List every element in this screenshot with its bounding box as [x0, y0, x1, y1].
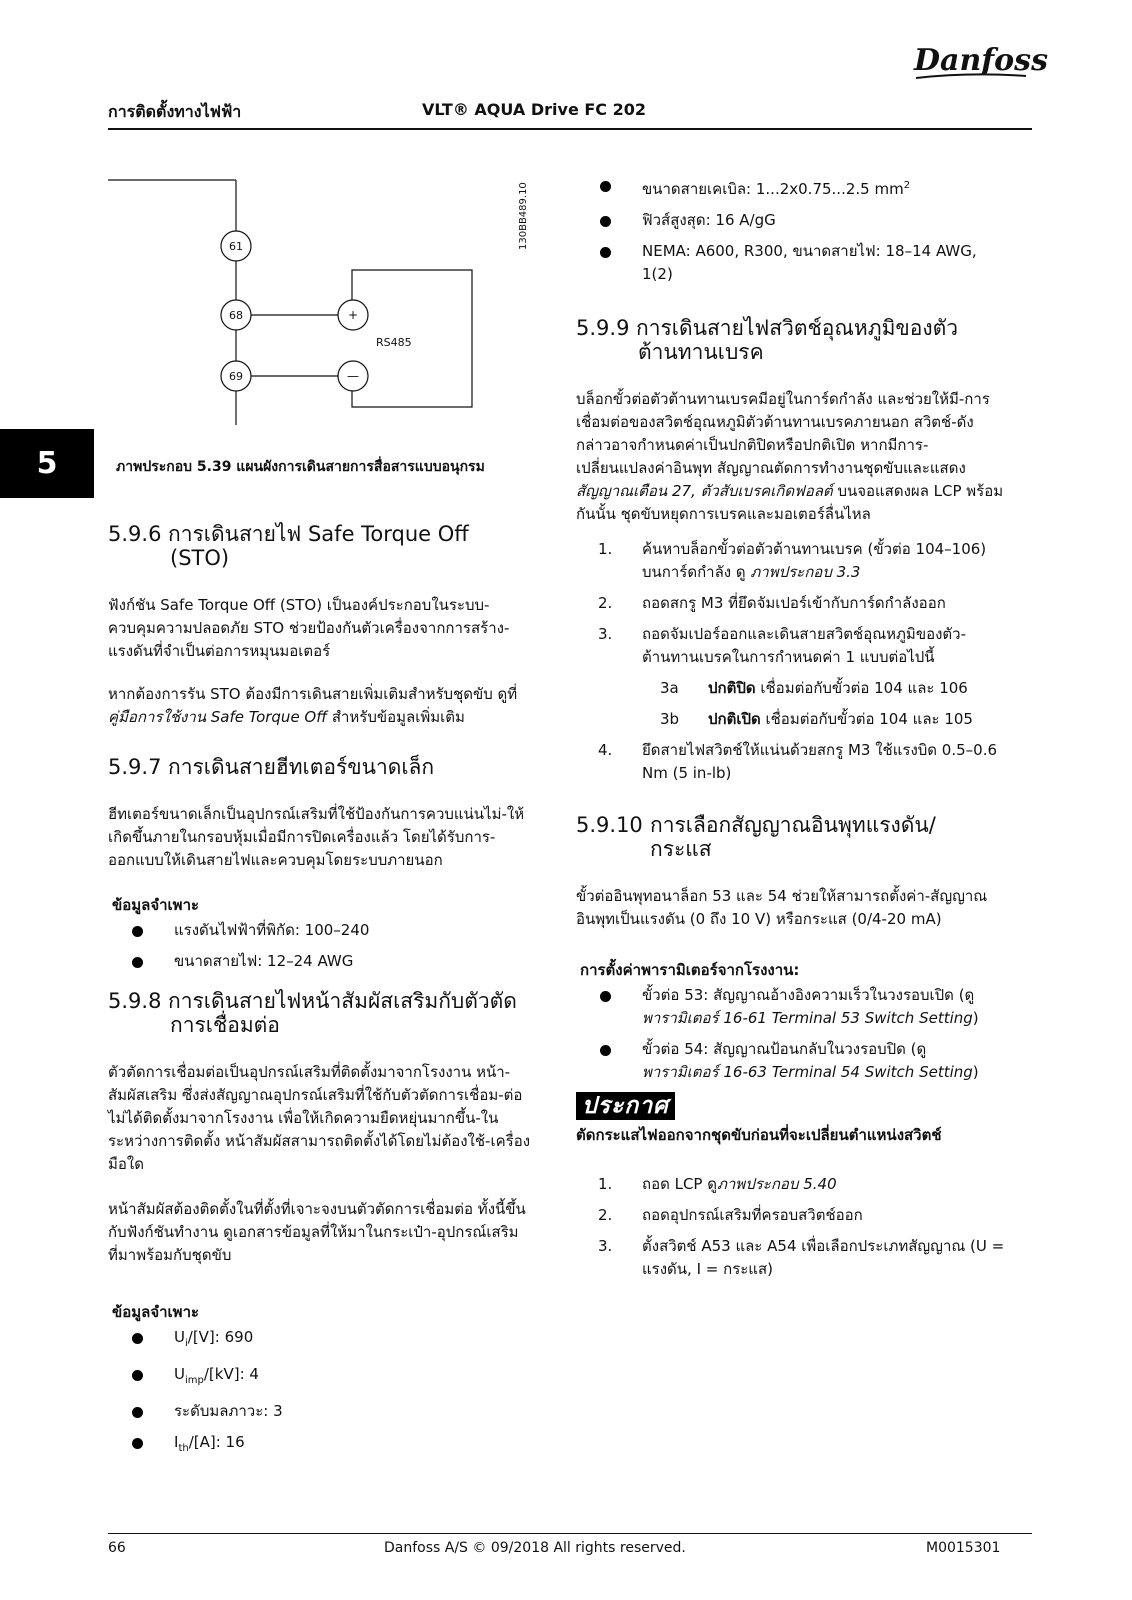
chapter-tab: 5 — [0, 429, 94, 498]
list-item: ขนาดสายเคเบิล: 1...2x0.75...2.5 $mm^2$ — [576, 174, 1006, 201]
list-item: 3. ถอดจัมเปอร์ออกและเดินสายสวิตช์อุณหภูมิของตัว-ต้านทานเบรคในการกำหนดค่า 1 แบบต่อไปนี้ — [598, 625, 966, 666]
list-item: ขั้วต่อ 54: สัญญาณป้อนกลับในวงรอบปิด (ดู พารามิเตอร์ 16-63 Terminal 54 Switch Setting) — [576, 1038, 1006, 1084]
list-item: $I_{th}/[A]$: 16 — [108, 1431, 532, 1460]
section-5-9-9-heading: 5.9.9 การเดินสายไฟสวิตช์อุณหภูมิของตัว ต้านทานเบรค — [576, 316, 959, 364]
figure-code: 130BB489.10 — [518, 182, 529, 250]
footer-divider — [108, 1533, 1032, 1534]
rs485-wiring-diagram — [100, 170, 540, 430]
paragraph: ตัวตัดการเชื่อมต่อเป็นอุปกรณ์เสริมที่ติดตั้งมาจากโรงงาน หน้า-สัมผัสเสริม ซึ่งส่งสัญญาณอุปกรณ์เสริมที่ใช้กับตัวตัดการเชื่อม-ต่อ ไม่ได้ติดตั้งมาจากโรงงาน เพื่อให้เกิดความยืดหยุ่นมากขึ้น-ในระหว่างการติดตั้ง หน้าสัมผัสสามารถติดตั้งได้โดยไม่ต้องใช้-เครื่องมือใด — [108, 1063, 531, 1173]
list-item: ขนาดสายไฟ: 12–24 AWG — [108, 950, 532, 973]
list-item: ระดับมลภาวะ: 3 — [108, 1400, 532, 1423]
rs485-label: RS485 — [376, 336, 412, 349]
paragraph: ฮีทเตอร์ขนาดเล็กเป็นอุปกรณ์เสริมที่ใช้ป้องกันการควบแน่นไม่-ให้เกิดขึ้นภายในกรอบหุ้มเมื่อมีการปิดเครื่องแล้ว โดยได้รับการ-ออกแบบให้เดินสายไฟและควบคุมโดยระบบภายนอก — [108, 805, 525, 869]
right-column — [576, 174, 1006, 1289]
list-item: ฟิวส์สูงสุด: 16 A/gG — [576, 209, 1006, 232]
terminal-69-label: 69 — [229, 370, 243, 383]
section-5-9-6-heading: 5.9.6 การเดินสายไฟ Safe Torque Off (STO) — [108, 522, 469, 570]
header-divider — [108, 128, 1032, 130]
spec-heading: ข้อมูลจำเพาะ — [112, 1303, 200, 1321]
list-item: 4. ยึดสายไฟสวิตช์ให้แน่นด้วยสกรู M3 ใช้แรงบิด 0.5–0.6 Nm (5 in-lb) — [598, 741, 998, 782]
list-item: แรงดันไฟฟ้าที่พิกัด: 100–240 — [108, 919, 532, 942]
terminal-68-label: 68 — [229, 309, 243, 322]
list-item: 1. ค้นหาบล็อกขั้วต่อตัวต้านทานเบรค (ขั้วต่อ 104–106) บนการ์ดกำลัง ดู ภาพประกอบ 3.3 — [598, 540, 987, 581]
list-item: $U_i/[V]$: 690 — [108, 1326, 532, 1355]
plus-label: + — [347, 308, 359, 322]
terminal-61-label: 61 — [229, 240, 243, 253]
page-number: 66 — [108, 1540, 126, 1556]
list-item: 3. ตั้งสวิตช์ A53 และ A54 เพื่อเลือกประเภทสัญญาณ (U = แรงดัน, I = กระแส) — [598, 1237, 1005, 1278]
document-code: M0015301 — [926, 1540, 1001, 1556]
notice-text: ตัดกระแสไฟออกจากชุดขับก่อนที่จะเปลี่ยนตำแหน่งสวิตช์ — [576, 1126, 942, 1144]
section-5-9-8-heading: 5.9.8 การเดินสายไฟหน้าสัมผัสเสริมกับตัวตัด การเชื่อมต่อ — [108, 989, 517, 1037]
header-product-title: VLT® AQUA Drive FC 202 — [422, 100, 646, 119]
danfoss-logo — [910, 38, 1048, 86]
paragraph: ขั้วต่ออินพุทอนาล็อก 53 และ 54 ช่วยให้สามารถตั้งค่า-สัญญาณอินพุทเป็นแรงดัน (0 ถึง 10 V) หรือกระแส (0/4-20 mA) — [576, 887, 988, 928]
minus-label: — — [347, 369, 359, 383]
list-item: $U_{imp}/[kV]$: 4 — [108, 1363, 532, 1392]
figure-caption: ภาพประกอบ 5.39 แผนผังการเดินสายการสื่อสารแบบอนุกรม — [116, 459, 485, 475]
section-5-9-7-heading: 5.9.7 การเดินสายฮีทเตอร์ขนาดเล็ก — [108, 755, 435, 779]
paragraph: ฟังก์ชัน Safe Torque Off (STO) เป็นองค์ประกอบในระบบ-ควบคุมความปลอดภัย STO ช่วยป้องกันตัวเครื่องจากการสร้าง-แรงดันที่จำเป็นต่อการหมุนมอเตอร์ — [108, 596, 510, 660]
section-5-9-10-heading: 5.9.10 การเลือกสัญญาณอินพุทแรงดัน/ กระแส — [576, 813, 936, 861]
factory-settings-heading: การตั้งค่าพารามิเตอร์จากโรงงาน: — [580, 961, 800, 979]
list-item: 2. ถอดอุปกรณ์เสริมที่ครอบสวิตช์ออก — [598, 1206, 863, 1224]
notice-badge: ประกาศ — [576, 1092, 675, 1120]
paragraph: หากต้องการรัน STO ต้องมีการเดินสายเพิ่มเติมสำหรับชุดขับ ดูที่ คู่มือการใช้งาน Safe Torque Off สำหรับข้อมูลเพิ่มเติม — [108, 685, 518, 726]
list-subitem: 3a ปกติปิด เชื่อมต่อกับขั้วต่อ 104 และ 106 — [660, 679, 968, 697]
list-item: NEMA: A600, R300, ขนาดสายไฟ: 18–14 AWG, 1(2) — [576, 240, 1006, 286]
paragraph: หน้าสัมผัสต้องติดตั้งในที่ตั้งที่เจาะจงบนตัวตัดการเชื่อมต่อ ทั้งนี้ขึ้นกับฟังก์ชันทำงาน ดูเอกสารข้อมูลที่ให้มาในกระเป๋า-อุปกรณ์เสริมที่มาพร้อมกับชุดขับ — [108, 1200, 526, 1264]
left-column — [108, 522, 532, 1468]
list-item: 1. ถอด LCP ดูภาพประกอบ 5.40 — [598, 1175, 837, 1193]
header-section-title: การติดตั้งทางไฟฟ้า — [108, 102, 242, 121]
copyright: Danfoss A/S © 09/2018 All rights reserved. — [384, 1540, 686, 1556]
logo-text: Danfoss — [914, 43, 1048, 78]
paragraph: บล็อกขั้วต่อตัวต้านทานเบรคมีอยู่ในการ์ดกำลัง และช่วยให้มี-การเชื่อมต่อของสวิตช์อุณหภูมิตัวต้านทานเบรคภายนอก สวิตช์-ดังกล่าวอาจกำหนดค่าเป็นปกติปิดหรือปกติเปิด หากมีการ-เปลี่ยนแปลงค่าอินพุท สัญญาณตัดการทำงานชุดขับและแสดง สัญญาณเตือน 27, ตัวสับเบรคเกิดฟอลต์ บนจอแสดงผล LCP พร้อมกันนั้น ชุดขับหยุดการเบรคและมอเตอร์ลื่นไหล — [576, 390, 1004, 523]
list-item: ขั้วต่อ 53: สัญญาณอ้างอิงความเร็วในวงรอบเปิด (ดู พารามิเตอร์ 16-61 Terminal 53 Switch Setting) — [576, 984, 1006, 1030]
spec-heading: ข้อมูลจำเพาะ — [112, 896, 200, 914]
list-subitem: 3b ปกติเปิด เชื่อมต่อกับขั้วต่อ 104 และ 105 — [660, 710, 973, 728]
list-item: 2. ถอดสกรู M3 ที่ยึดจัมเปอร์เข้ากับการ์ดกำลังออก — [598, 594, 946, 612]
